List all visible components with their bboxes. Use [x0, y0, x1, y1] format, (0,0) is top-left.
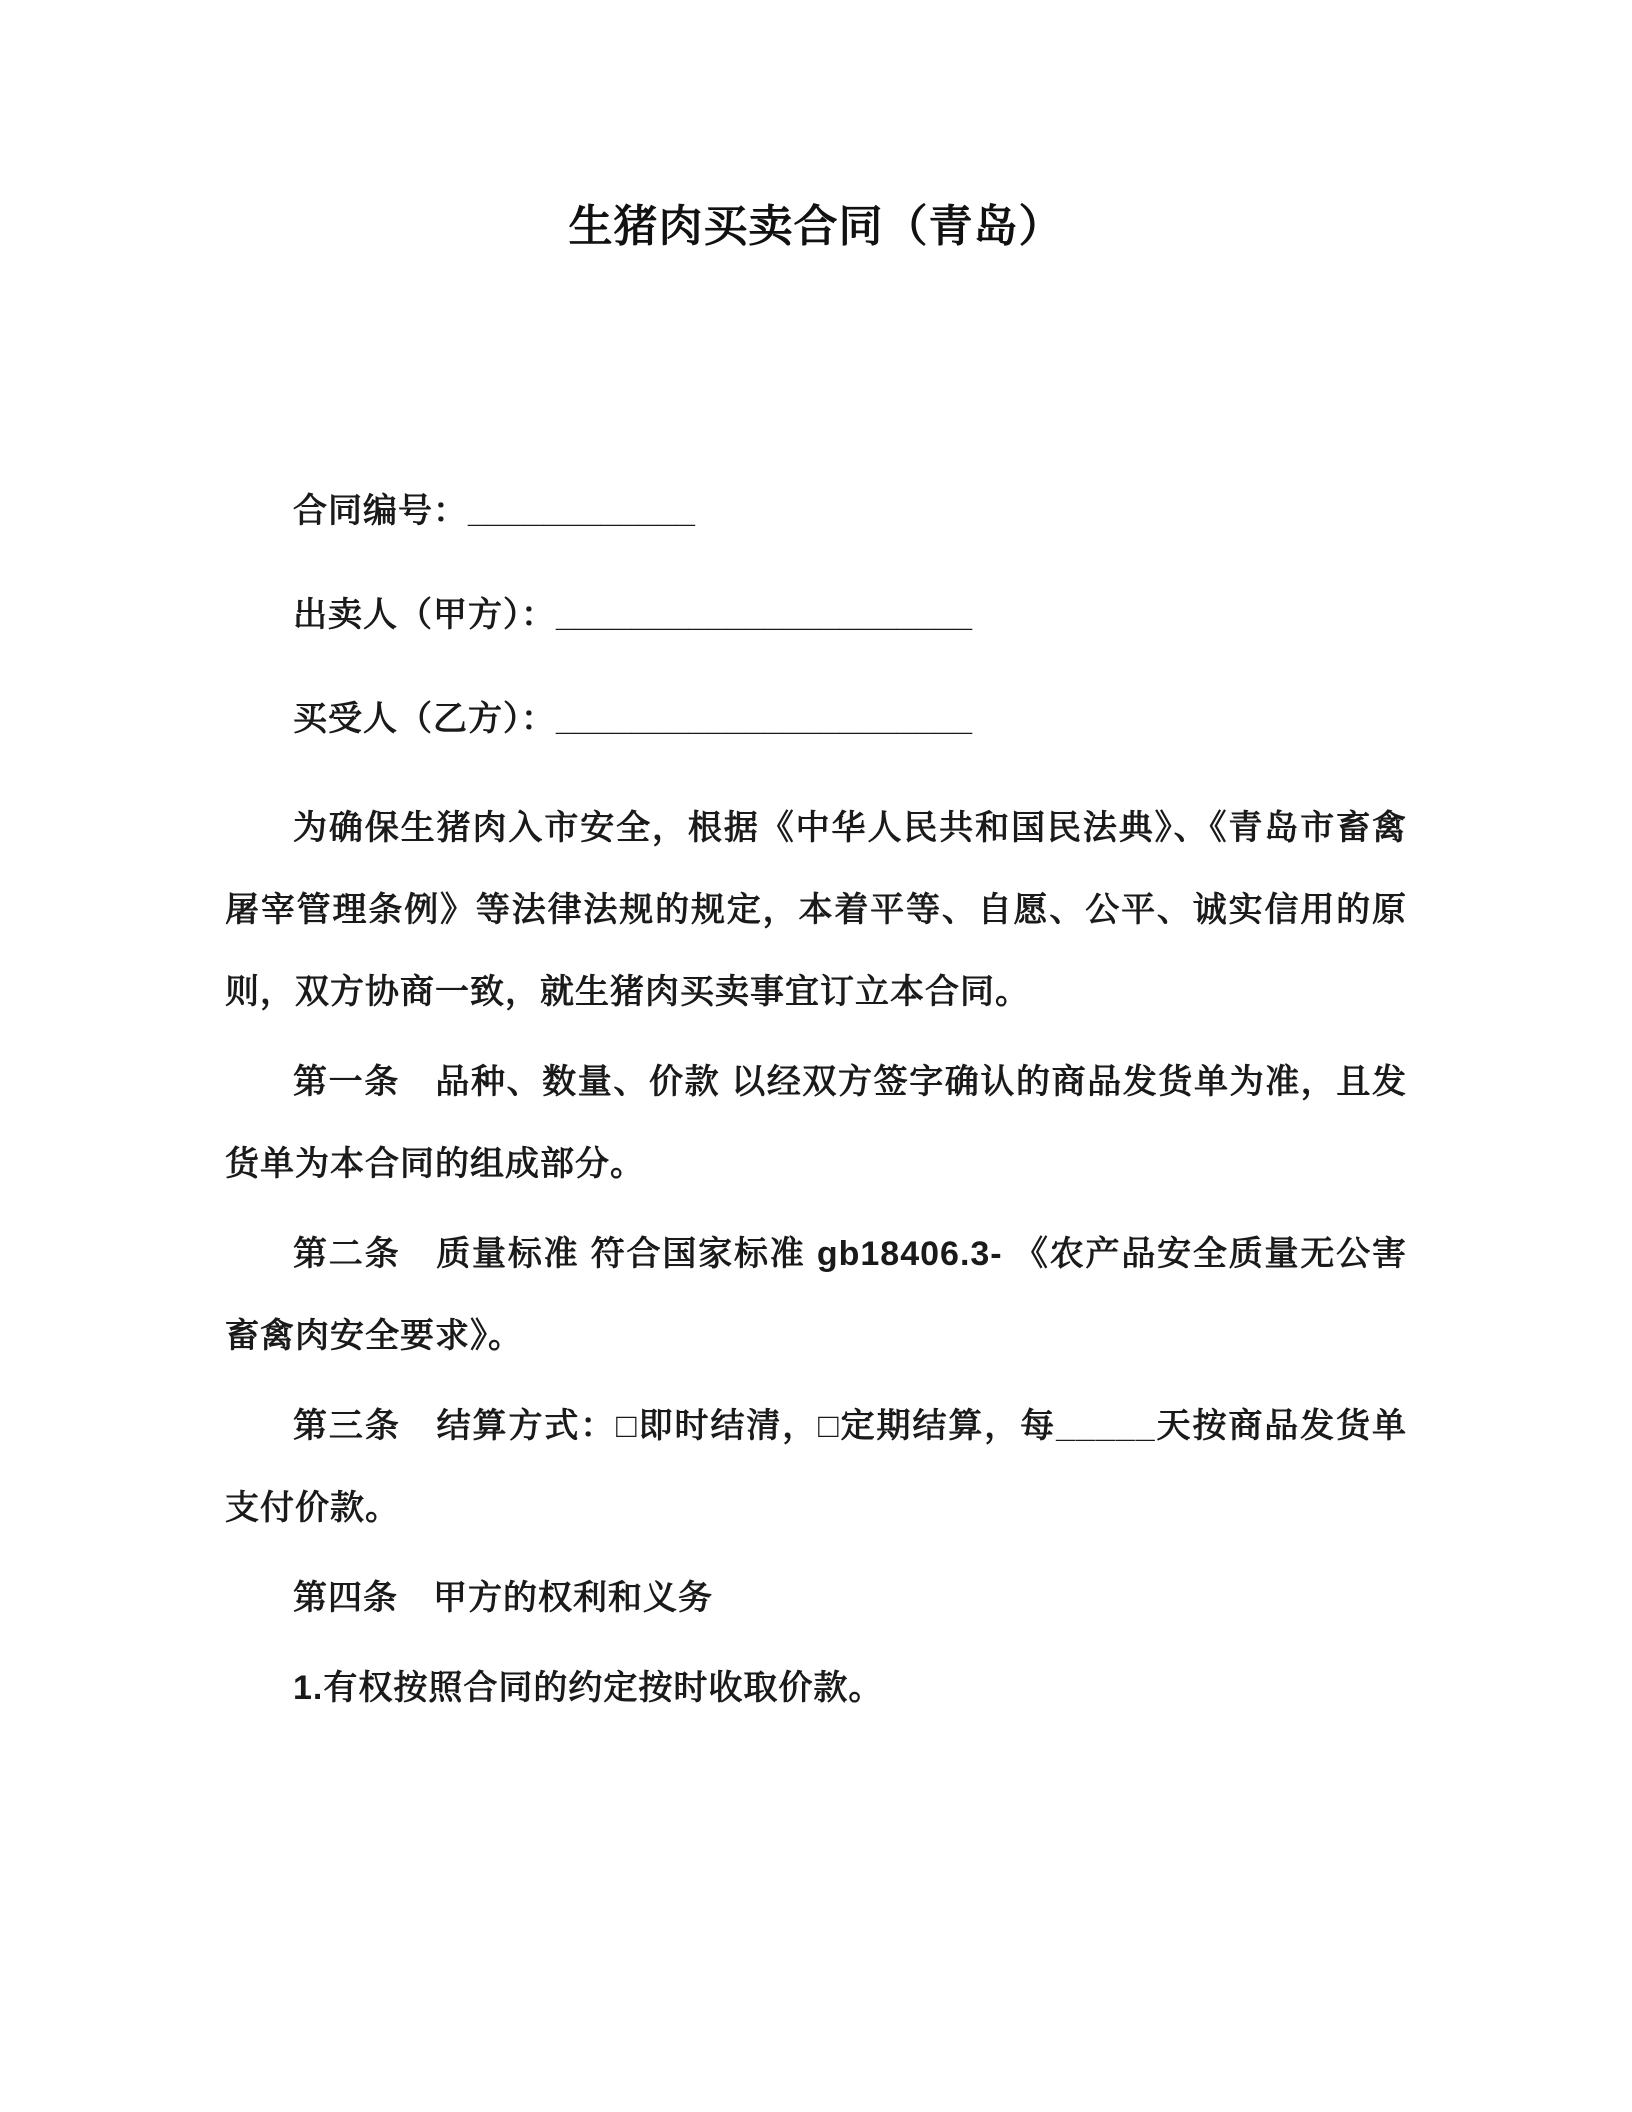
seller-line: [225, 563, 1407, 667]
contract-number-blank: ____________: [468, 492, 695, 530]
header-fields: [225, 459, 1407, 771]
contract-number-label: 合同编号：: [293, 492, 468, 530]
article-1-paragraph: 第一条 品种、数量、价款 以经双方签字确认的商品发货单为准，且发货单为本合同的组成部分。: [225, 1063, 1407, 1183]
seller-blank: ______________________: [556, 596, 973, 634]
buyer-blank: ______________________: [556, 700, 973, 738]
contract-number-line: [225, 459, 1407, 563]
article-4-item-1: 1.有权按照合同的约定按时收取价款。: [293, 1669, 884, 1707]
article-3-paragraph: 第三条 结算方式：□即时结清，□定期结算，每_____天按商品发货单支付价款。: [225, 1407, 1407, 1527]
buyer-line: [225, 667, 1407, 771]
document-title: 生猪肉买卖合同（青岛）: [568, 202, 1064, 251]
seller-label: 出卖人（甲方）：: [293, 596, 556, 634]
article-2-paragraph: 第二条 质量标准 符合国家标准 gb18406.3- 《农产品安全质量无公害畜禽肉安全要求》。: [225, 1235, 1407, 1355]
preamble-paragraph: 为确保生猪肉入市安全，根据《中华人民共和国民法典》、《青岛市畜禽屠宰管理条例》等法律法规的规定，本着平等、自愿、公平、诚实信用的原则，双方协商一致，就生猪肉买卖事宜订立本合同。: [225, 809, 1407, 1011]
article-4-heading: 第四条 甲方的权利和义务: [293, 1579, 713, 1617]
buyer-label: 买受人（乙方）：: [293, 700, 556, 738]
